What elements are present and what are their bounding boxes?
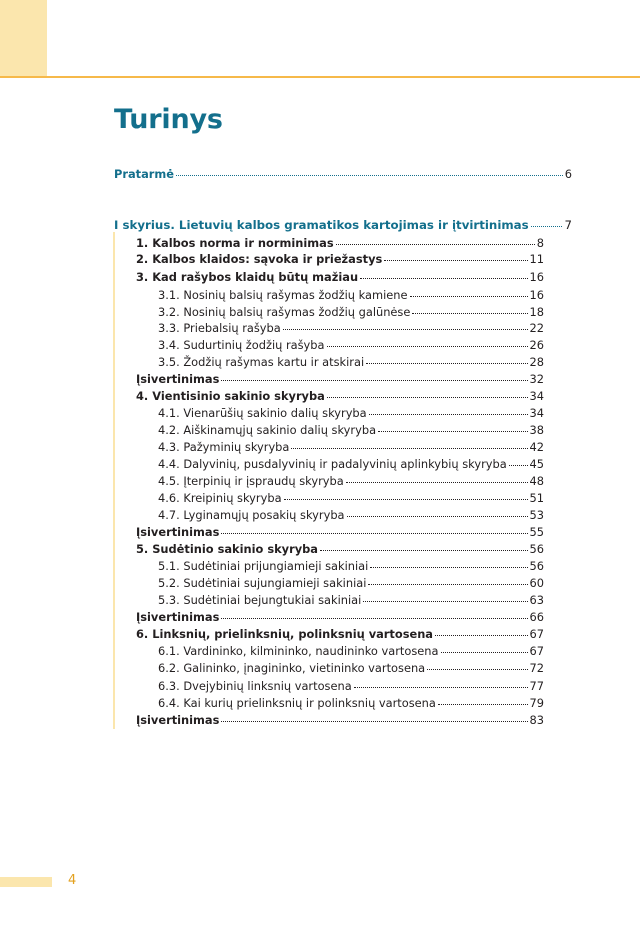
dot-leader [176, 174, 563, 176]
dot-leader [412, 312, 527, 314]
toc-entry[interactable] [158, 593, 544, 608]
dot-leader [354, 686, 528, 688]
toc-entry-label: 2. Kalbos klaidos: sąvoka ir priežastys [136, 252, 383, 266]
toc-entry[interactable] [136, 525, 544, 540]
toc-entry-label: Įsivertinimas [136, 713, 220, 727]
toc-entry-page: 42 [529, 440, 544, 454]
toc-entry-label: 6.4. Kai kurių prielinksnių ir polinksnių vartosena [158, 696, 436, 710]
toc-entry[interactable] [136, 610, 544, 625]
toc-entry[interactable] [136, 389, 544, 404]
toc-entry[interactable] [158, 559, 544, 574]
toc-entry-page: 11 [529, 252, 544, 266]
toc-entry-page: 67 [529, 644, 544, 658]
dot-leader [410, 295, 528, 297]
toc-entry-page: 72 [529, 661, 544, 675]
toc-entry[interactable] [158, 423, 544, 438]
toc-entry-label: 3.1. Nosinių balsių rašymas žodžių kamiene [158, 288, 408, 302]
toc-entry[interactable] [158, 338, 544, 353]
dot-leader [320, 549, 528, 551]
toc-entry-label: 3.3. Priebalsių rašyba [158, 321, 281, 335]
dot-leader [368, 583, 527, 585]
toc-entry[interactable] [158, 288, 544, 303]
dot-leader [366, 362, 527, 364]
toc-entry-label: Įsivertinimas [136, 610, 220, 624]
toc-entry-page: 83 [529, 713, 544, 727]
toc-entry[interactable] [136, 713, 544, 728]
toc-entry-page: 77 [529, 679, 544, 693]
dot-leader [441, 651, 528, 653]
dot-leader [221, 720, 527, 722]
dot-leader [435, 634, 528, 636]
dot-leader [370, 566, 527, 568]
toc-entry-page: 34 [529, 389, 544, 403]
dot-leader [438, 703, 528, 705]
toc-entry-label: 5.3. Sudėtiniai bejungtukiai sakiniai [158, 593, 362, 607]
toc-entry-label: 1. Kalbos norma ir norminimas [136, 236, 334, 250]
toc-entry[interactable] [158, 355, 544, 370]
header-rule [0, 76, 640, 78]
toc-entry-label: 4.1. Vienarūšių sakinio dalių skyryba [158, 406, 367, 420]
toc-entry[interactable] [158, 457, 544, 472]
toc-entry-label: 3. Kad rašybos klaidų būtų mažiau [136, 270, 359, 284]
toc-entry-label: 6. Linksnių, prielinksnių, polinksnių vartosena [136, 627, 433, 641]
toc-entry-label: 3.4. Sudurtinių žodžių rašyba [158, 338, 325, 352]
toc-preface-label: Pratarmė [114, 167, 174, 181]
dot-leader [363, 600, 527, 602]
dot-leader [378, 430, 527, 432]
toc-entry[interactable] [158, 644, 544, 659]
toc-entry-page: 45 [529, 457, 544, 471]
toc-entry-page: 51 [529, 491, 544, 505]
dot-leader [346, 481, 528, 483]
toc-entry-page: 67 [529, 627, 544, 641]
toc-preface-page: 6 [564, 167, 572, 181]
header-accent-block [0, 0, 47, 77]
toc-entry[interactable] [158, 696, 544, 711]
toc-entry[interactable] [136, 236, 544, 251]
toc-entry-label: 4.6. Kreipinių skyryba [158, 491, 282, 505]
toc-entry[interactable] [158, 406, 544, 421]
dot-leader [384, 259, 527, 261]
toc-entry-page: 55 [529, 525, 544, 539]
page-number: 4 [68, 873, 77, 888]
toc-entry-page: 63 [529, 593, 544, 607]
dot-leader [347, 515, 528, 517]
toc-preface[interactable] [114, 167, 572, 182]
toc-entry-page: 56 [529, 559, 544, 573]
toc-chapter-page: 7 [564, 218, 572, 232]
toc-entry-label: 4.5. Įterpinių ir įspraudų skyryba [158, 474, 344, 488]
toc-entry-page: 60 [529, 576, 544, 590]
toc-entry[interactable] [158, 576, 544, 591]
toc-entry-page: 66 [529, 610, 544, 624]
toc-entry-label: 3.2. Nosinių balsių rašymas žodžių galūnėse [158, 305, 411, 319]
toc-entry-page: 16 [529, 288, 544, 302]
dot-leader [360, 277, 527, 279]
dot-leader [283, 328, 528, 330]
dot-leader [336, 243, 535, 245]
toc-entry-page: 79 [529, 696, 544, 710]
dot-leader [369, 413, 528, 415]
toc-entry-label: 5.2. Sudėtiniai sujungiamieji sakiniai [158, 576, 367, 590]
toc-entry[interactable] [158, 474, 544, 489]
toc-entry-page: 16 [529, 270, 544, 284]
dot-leader [221, 532, 527, 534]
page-title: Turinys [114, 104, 223, 135]
toc-entry-label: 6.2. Galininko, įnagininko, vietininko vartosena [158, 661, 426, 675]
toc-entry-label: Įsivertinimas [136, 372, 220, 386]
toc-entry[interactable] [158, 321, 544, 336]
toc-entry[interactable] [158, 305, 544, 320]
toc-entry[interactable] [158, 508, 544, 523]
toc-entry-page: 8 [536, 236, 544, 250]
toc-entry-label: 5.1. Sudėtiniai prijungiamieji sakiniai [158, 559, 369, 573]
toc-entry[interactable] [158, 440, 544, 455]
toc-entry[interactable] [158, 679, 544, 694]
toc-entry-page: 18 [529, 305, 544, 319]
dot-leader [284, 498, 528, 500]
chapter-indent-bar [113, 232, 115, 729]
footer-accent-block [0, 877, 52, 887]
dot-leader [291, 447, 527, 449]
toc-entry[interactable] [136, 627, 544, 642]
dot-leader [221, 617, 527, 619]
dot-leader [327, 345, 528, 347]
toc-entry-label: 4. Vientisinio sakinio skyryba [136, 389, 325, 403]
toc-entry[interactable] [158, 491, 544, 506]
toc-entry-page: 32 [529, 372, 544, 386]
dot-leader [427, 668, 527, 670]
toc-entry-label: 6.3. Dvejybinių linksnių vartosena [158, 679, 352, 693]
toc-entry[interactable] [136, 270, 544, 285]
toc-entry-label: 3.5. Žodžių rašymas kartu ir atskirai [158, 355, 365, 369]
toc-chapter-label: I skyrius. Lietuvių kalbos gramatikos kartojimas ir įtvirtinimas [114, 218, 529, 232]
toc-entry-page: 26 [529, 338, 544, 352]
toc-entry-page: 38 [529, 423, 544, 437]
toc-entry-label: 5. Sudėtinio sakinio skyryba [136, 542, 318, 556]
toc-entry-page: 53 [529, 508, 544, 522]
toc-entry[interactable] [158, 661, 544, 676]
dot-leader [509, 464, 528, 466]
toc-entry-label: Įsivertinimas [136, 525, 220, 539]
toc-entry[interactable] [136, 542, 544, 557]
toc-entry-label: 4.2. Aiškinamųjų sakinio dalių skyryba [158, 423, 377, 437]
toc-entry-page: 22 [529, 321, 544, 335]
toc-entry-page: 56 [529, 542, 544, 556]
toc-entry[interactable] [136, 372, 544, 387]
toc-entry-page: 28 [529, 355, 544, 369]
toc-entry-page: 48 [529, 474, 544, 488]
toc-entry-label: 6.1. Vardininko, kilmininko, naudininko vartosena [158, 644, 439, 658]
toc-entry-page: 34 [529, 406, 544, 420]
toc-entry[interactable] [136, 252, 544, 267]
dot-leader [531, 225, 563, 227]
toc-chapter[interactable] [114, 218, 572, 233]
dot-leader [221, 379, 527, 381]
toc-entry-label: 4.4. Dalyvinių, pusdalyvinių ir padalyvinių aplinkybių skyryba [158, 457, 507, 471]
toc-entry-label: 4.7. Lyginamųjų posakių skyryba [158, 508, 345, 522]
toc-entry-label: 4.3. Pažyminių skyryba [158, 440, 290, 454]
dot-leader [327, 396, 528, 398]
